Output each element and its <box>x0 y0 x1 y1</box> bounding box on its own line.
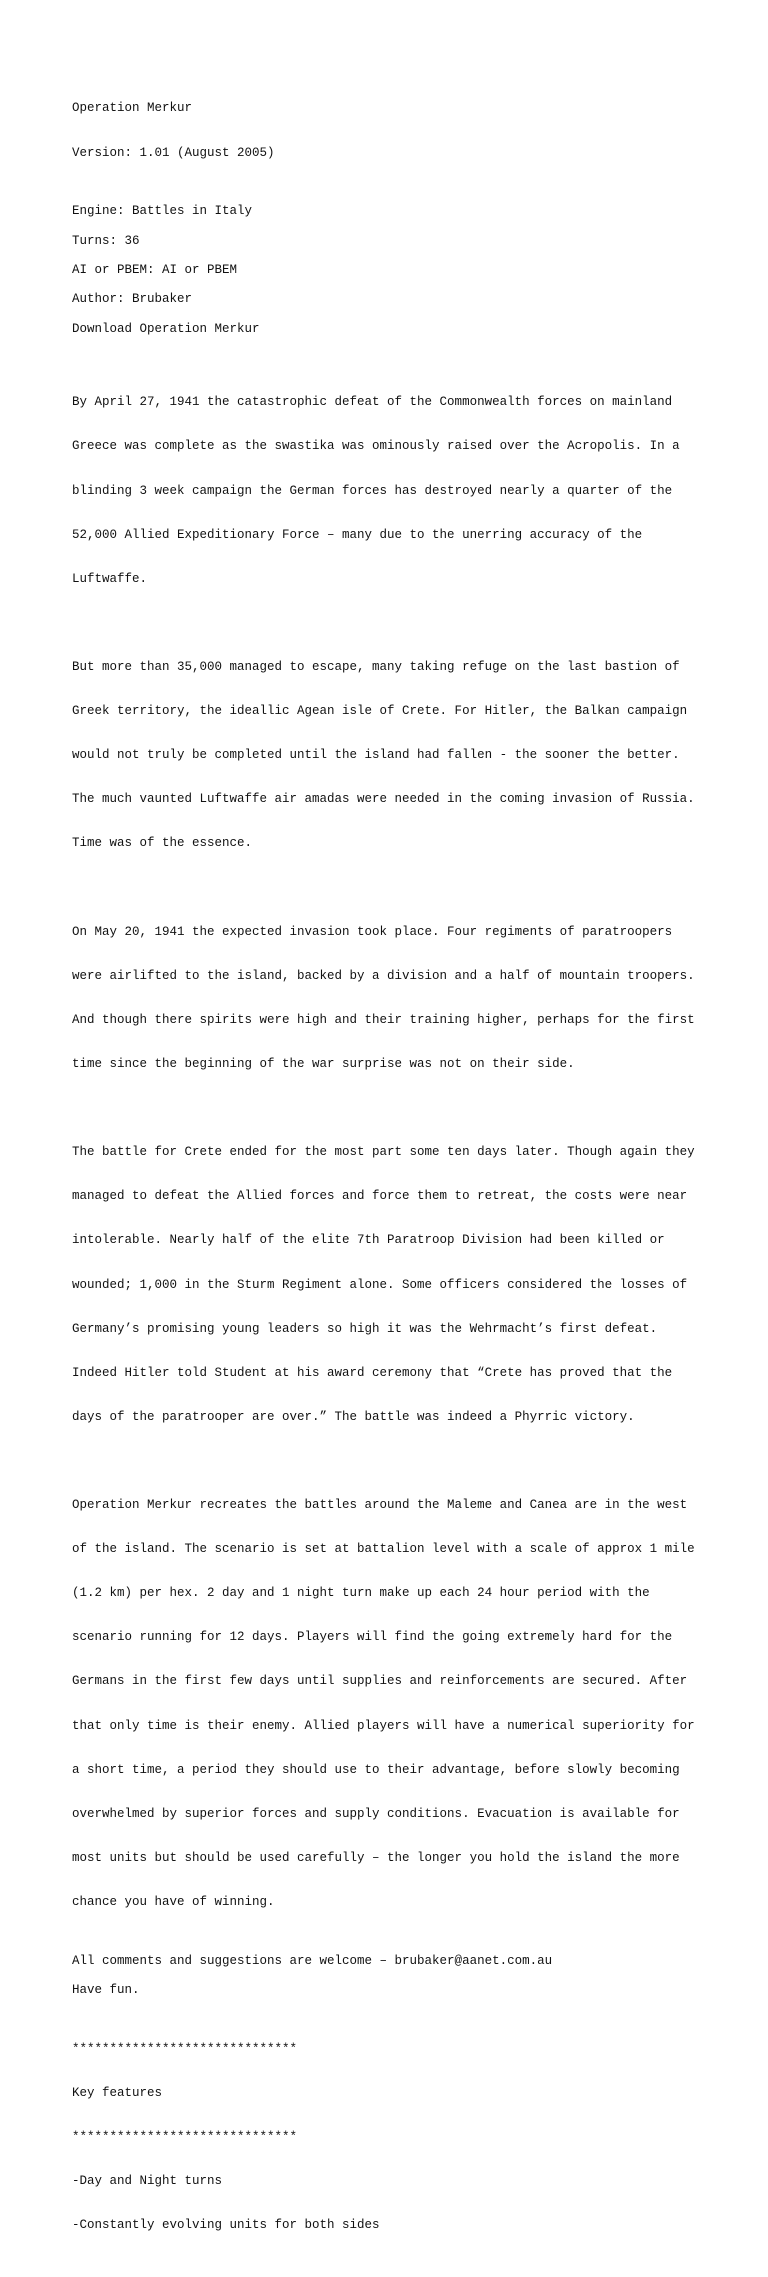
text-line: most units but should be used carefully – the longer you hold the island the more <box>72 1850 680 1865</box>
turns-line: Turns: 36 <box>72 233 140 248</box>
text-line: days of the paratrooper are over.” The battle was indeed a Phyrric victory. <box>72 1409 635 1424</box>
text-line: would not truly be completed until the island had fallen - the sooner the better. <box>72 748 680 763</box>
feature-item: -Day and Night turns <box>72 2174 223 2189</box>
text-line: Operation Merkur recreates the battles around the Maleme and Canea are in the west <box>72 1498 688 1513</box>
comments-line: All comments and suggestions are welcome – brubaker@aanet.com.au <box>72 1953 553 1968</box>
text-line: By April 27, 1941 the catastrophic defeat of the Commonwealth forces on mainland <box>72 395 673 410</box>
text-line: Germany’s promising young leaders so high it was the Wehrmacht’s first defeat. <box>72 1321 658 1336</box>
text-line: The much vaunted Luftwaffe air amadas were needed in the coming invasion of Russia. <box>72 792 695 807</box>
ai-pbem-line: AI or PBEM: AI or PBEM <box>72 263 238 278</box>
text-line: chance you have of winning. <box>72 1895 275 1910</box>
paragraph-2 <box>72 631 712 881</box>
text-line: were airlifted to the island, backed by a division and a half of mountain troopers. <box>72 968 695 983</box>
text-line: intolerable. Nearly half of the elite 7th Paratroop Division had been killed or <box>72 1233 665 1248</box>
features-section <box>72 2013 712 2263</box>
text-line: Greece was complete as the swastika was ominously raised over the Acropolis. In a <box>72 439 680 454</box>
text-line: time since the beginning of the war surprise was not on their side. <box>72 1056 575 1071</box>
feature-item: -Constantly evolving units for both sides <box>72 2218 380 2233</box>
text-line: But more than 35,000 managed to escape, many taking refuge on the last bastion of <box>72 660 680 675</box>
text-line: a short time, a period they should use to their advantage, before slowly becoming <box>72 1762 680 1777</box>
text-line: of the island. The scenario is set at battalion level with a scale of approx 1 mile <box>72 1542 695 1557</box>
text-line: (1.2 km) per hex. 2 day and 1 night turn make up each 24 hour period with the <box>72 1586 650 1601</box>
text-line: overwhelmed by superior forces and supply conditions. Evacuation is available for <box>72 1806 680 1821</box>
paragraph-5 <box>72 1469 712 1940</box>
text-line: Germans in the first few days until supplies and reinforcements are secured. After <box>72 1674 688 1689</box>
paragraph-3 <box>72 895 712 1101</box>
paragraph-1 <box>72 366 712 616</box>
doc-version: Version: 1.01 (August 2005) <box>72 145 275 160</box>
text-line: that only time is their enemy. Allied players will have a numerical superiority for <box>72 1718 695 1733</box>
divider-stars: ****************************** <box>72 2130 298 2145</box>
text-line: Time was of the essence. <box>72 836 253 851</box>
closing-line: Have fun. <box>72 1983 140 1998</box>
divider-stars: ****************************** <box>72 2042 298 2057</box>
paragraph-4 <box>72 1116 712 1454</box>
author-line: Author: Brubaker <box>72 292 193 307</box>
document-body <box>72 72 712 2277</box>
text-line: blinding 3 week campaign the German forces has destroyed nearly a quarter of the <box>72 483 673 498</box>
features-heading: Key features <box>72 2086 163 2101</box>
text-line: Indeed Hitler told Student at his award ceremony that “Crete has proved that the <box>72 1365 673 1380</box>
header-block <box>72 72 712 190</box>
engine-line: Engine: Battles in Italy <box>72 204 253 219</box>
text-line: The battle for Crete ended for the most part some ten days later. Though again they <box>72 1145 695 1160</box>
text-line: 52,000 Allied Expeditionary Force – many due to the unerring accuracy of the <box>72 527 643 542</box>
doc-title: Operation Merkur <box>72 101 193 116</box>
download-link[interactable]: Download Operation Merkur <box>72 321 260 336</box>
text-line: wounded; 1,000 in the Sturm Regiment alone. Some officers considered the losses of <box>72 1277 688 1292</box>
text-line: And though there spirits were high and their training higher, perhaps for the first <box>72 1012 695 1027</box>
text-line: Greek territory, the ideallic Agean isle of Crete. For Hitler, the Balkan campaign <box>72 704 688 719</box>
text-line: scenario running for 12 days. Players will find the going extremely hard for the <box>72 1630 673 1645</box>
text-line: On May 20, 1941 the expected invasion took place. Four regiments of paratroopers <box>72 924 673 939</box>
text-line: Luftwaffe. <box>72 571 148 586</box>
text-line: managed to defeat the Allied forces and force them to retreat, the costs were near <box>72 1189 688 1204</box>
